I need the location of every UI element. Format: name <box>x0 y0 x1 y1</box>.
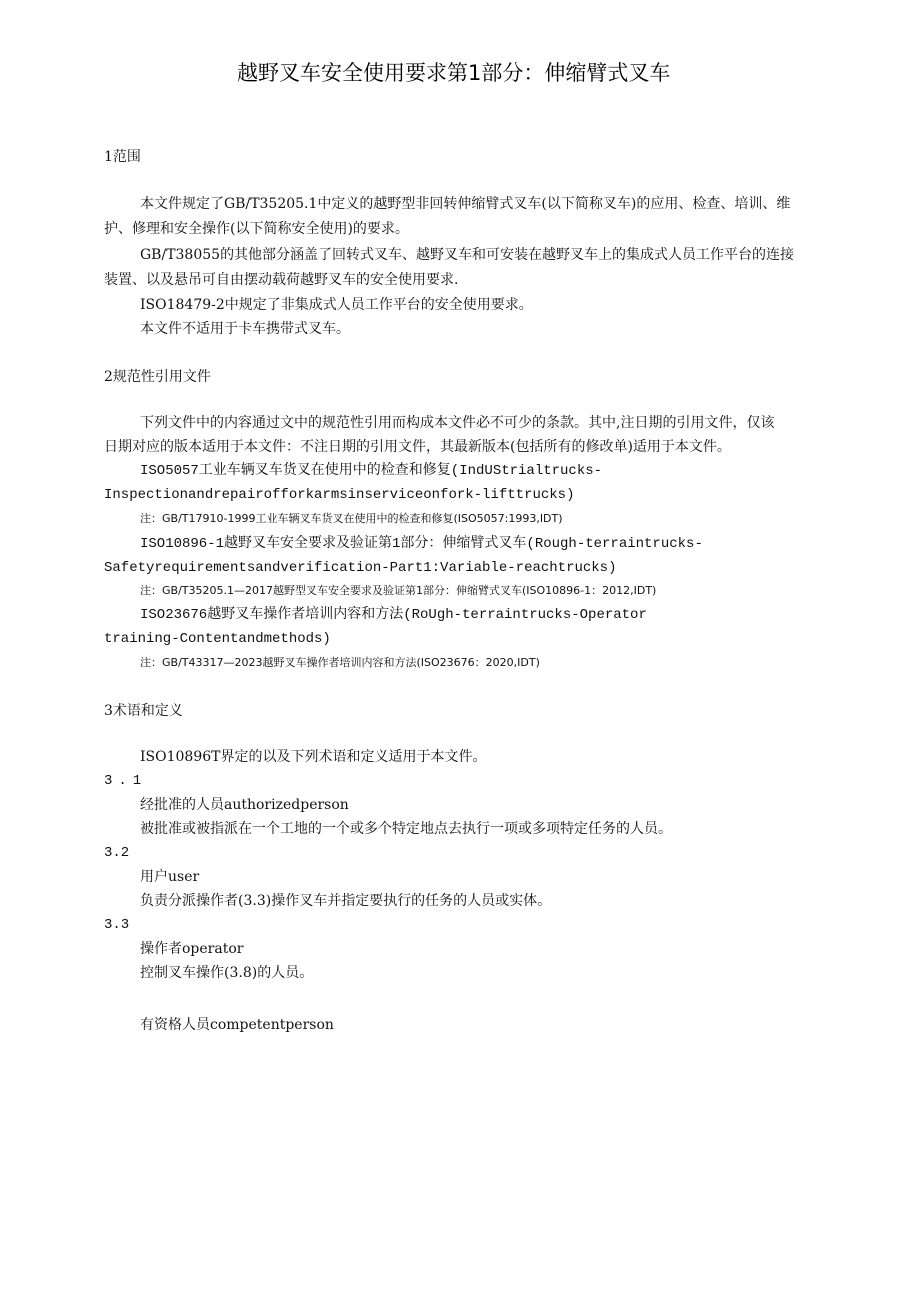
definition-3-2-term: 用户user <box>140 869 200 885</box>
ref-iso23676-note: 注：GB/T43317—2023越野叉车操作者培训内容和方法(ISO23676：2020,IDT) <box>140 656 540 669</box>
section-3-heading: 3术语和定义 <box>104 703 183 719</box>
document-title: 越野叉车安全使用要求第1部分：伸缩臂式叉车 <box>237 61 671 85</box>
s1-paragraph-1-line-1: 本文件规定了GB/T35205.1中定义的越野型非回转伸缩臂式叉车(以下简称叉车)的应用、检查、培训、维 <box>140 196 791 212</box>
s2-intro-line-2: 日期对应的版本适用于本文件：不注日期的引用文件，其最新版本(包括所有的修改单)适用于本文件。 <box>104 439 731 455</box>
ref-iso5057-line-2: Inspectionandrepairofforkarmsinserviceonfork-lifttrucks) <box>104 487 575 503</box>
definition-3-1-term: 经批准的人员authorizedperson <box>140 797 349 813</box>
definition-competent-person-term: 有资格人员competentperson <box>140 1017 334 1033</box>
s1-paragraph-4: 本文件不适用于卡车携带式叉车。 <box>140 321 350 337</box>
definition-3-3-text: 控制叉车操作(3.8)的人员。 <box>140 965 314 981</box>
s1-paragraph-3: ISO18479-2中规定了非集成式人员工作平台的安全使用要求。 <box>140 297 533 313</box>
section-1-heading: 1范围 <box>104 149 141 165</box>
ref-iso5057-note: 注：GB/T17910-1999工业车辆叉车货叉在使用中的检查和修复(ISO5057:1993,IDT) <box>140 512 563 525</box>
ref-iso10896-line-1: ISO10896-1越野叉车安全要求及验证第1部分：伸缩臂式叉车(Rough-terraintrucks- <box>140 536 703 552</box>
definition-3-2-text: 负责分派操作者(3.3)操作叉车并指定要执行的任务的人员或实体。 <box>140 893 552 909</box>
definition-3-2-number: 3.2 <box>104 845 130 861</box>
s1-paragraph-2-line-2: 装置、以及悬吊可自由摆动载荷越野叉车的安全使用要求. <box>104 272 459 288</box>
ref-iso10896-note: 注：GB/T35205.1—2017越野型叉车安全要求及验证第1部分：伸缩臂式叉车(ISO10896-1：2012,IDT) <box>140 584 657 597</box>
definition-3-1-text: 被批准或被指派在一个工地的一个或多个特定地点去执行一项或多项特定任务的人员。 <box>140 821 672 837</box>
s2-intro-line-1: 下列文件中的内容通过文中的规范性引用而构成本文件必不可少的条款。其中,注日期的引用文件，仅该 <box>140 415 775 431</box>
ref-iso10896-line-2: Safetyrequirementsandverification-Part1:Variable-reachtrucks) <box>104 560 617 576</box>
ref-iso23676-line-2: training-Contentandmethods) <box>104 631 331 647</box>
ref-iso23676-line-1: ISO23676越野叉车操作者培训内容和方法(RoUgh-terraintrucks-Operator <box>140 607 647 623</box>
section-2-heading: 2规范性引用文件 <box>104 369 211 385</box>
definition-3-1-number: 3.1 <box>104 773 148 789</box>
definition-3-3-number: 3.3 <box>104 917 130 933</box>
s3-intro: ISO10896T界定的以及下列术语和定义适用于本文件。 <box>140 749 487 765</box>
definition-3-3-term: 操作者operator <box>140 941 244 957</box>
ref-iso5057-line-1: ISO5057工业车辆叉车货叉在使用中的检查和修复(IndUStrialtrucks- <box>140 463 603 479</box>
s1-paragraph-2-line-1: GB/T38055的其他部分涵盖了回转式叉车、越野叉车和可安装在越野叉车上的集成式人员工作平台的连接 <box>140 247 795 263</box>
s1-paragraph-1-line-2: 护、修理和安全操作(以下简称安全使用)的要求。 <box>104 221 409 237</box>
